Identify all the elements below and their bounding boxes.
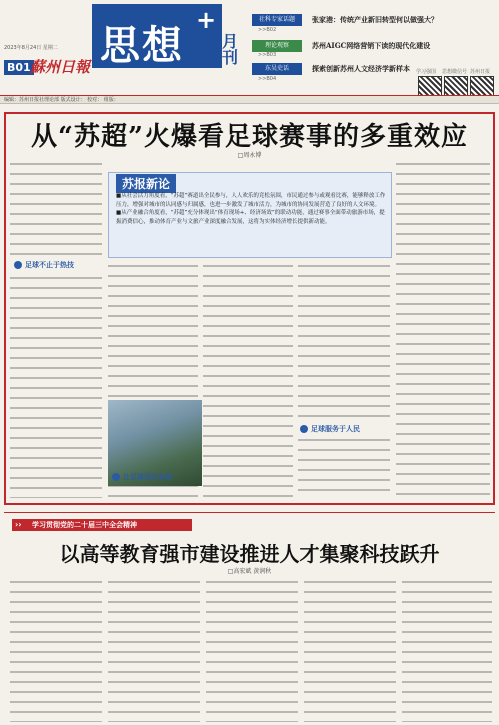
section-marker-icon (14, 261, 22, 269)
teaser-page-3: >>B04 (258, 76, 277, 82)
section-head-label: 足球不止于热技 (25, 261, 74, 269)
commentary-box-title: 苏报新论 (116, 174, 176, 193)
text-column (402, 578, 492, 722)
text-column (396, 160, 490, 498)
topic-banner: 学习贯彻党的二十届三中全会精神 (12, 519, 192, 531)
qr-label: 思想微信号 (442, 69, 468, 75)
teaser-tag-3[interactable]: 东吴史话 (252, 63, 302, 75)
teaser-title-2[interactable]: 苏州AIGC网络营销下读的现代化建设 (312, 41, 431, 50)
info-bar: 编辑：苏州日报社理论部 版式设计： 校对： 组版： (0, 95, 499, 104)
qr-label: 苏州日报 (470, 69, 491, 75)
main-byline: □周永博 (237, 152, 262, 159)
commentary-point-1: ■从社会活力角度看，“苏超”赛道出全民参与，人人欢乐的竞松氛围，市民通过参与或观看比赛，能够释放工作压力，增强对城市的认同感与归属感，也进一步激发了城市活力，为城市的协同发展营造了良好的人文环境。 (116, 193, 386, 208)
text-column (10, 578, 102, 722)
teaser-title-1[interactable]: 张家港：传统产业新旧转型何以做强大？ (312, 15, 438, 24)
date-line: 2023年8月24日 星期二 (4, 45, 58, 51)
commentary-point-2: ■从产业融合角度看，“苏超”充分体现出“体育现场+、经济场效”的联动功能，通过赛事全面带动旅游市场，提振消费信心，推动体育产业与文旅产业深度融合发展，这将为实体经济增长提供新动能。 (116, 210, 385, 225)
page-code: B01 (4, 60, 34, 75)
section-head-label: 足球服务于人民 (311, 425, 360, 433)
section-head-3 (112, 472, 172, 482)
second-byline: □高宏斌 黄润秋 (227, 568, 272, 575)
section-head-2 (300, 424, 360, 434)
text-column (206, 578, 298, 722)
text-column (304, 578, 396, 722)
section-head-1 (14, 260, 74, 270)
monthly-label: 月刊 (222, 32, 239, 67)
text-column (10, 274, 102, 498)
main-headline[interactable]: 从“苏超”火爆看足球赛事的多重效应 (31, 122, 468, 152)
plus-icon: + (196, 6, 217, 34)
section-title: 思想 (100, 23, 184, 69)
chevron-icon: ›› (15, 520, 22, 529)
divider (4, 512, 495, 513)
teaser-page-1: >>B02 (258, 27, 277, 33)
commentary-box-text (116, 192, 386, 226)
second-headline[interactable]: 以高等教育强市建设推进人才集聚科技跃升 (59, 542, 440, 566)
paper-name-logo: 蘇州日報 (30, 58, 91, 76)
text-column (298, 436, 390, 498)
teaser-tag-1[interactable]: 社科专家话题 (252, 14, 302, 26)
text-column (298, 262, 390, 422)
text-column (108, 578, 200, 722)
text-column (10, 160, 102, 258)
teaser-tag-2[interactable]: 理论观察 (252, 40, 302, 52)
section-marker-icon (112, 473, 120, 481)
text-column (203, 262, 293, 498)
section-head-label: 让足球回归本质 (123, 473, 172, 481)
qr-label: 学习强国 (416, 69, 437, 75)
teaser-page-2: >>B03 (258, 52, 277, 58)
teaser-title-3[interactable]: 探索创新苏州人文经济学新样本 (312, 64, 410, 73)
section-marker-icon (300, 425, 308, 433)
